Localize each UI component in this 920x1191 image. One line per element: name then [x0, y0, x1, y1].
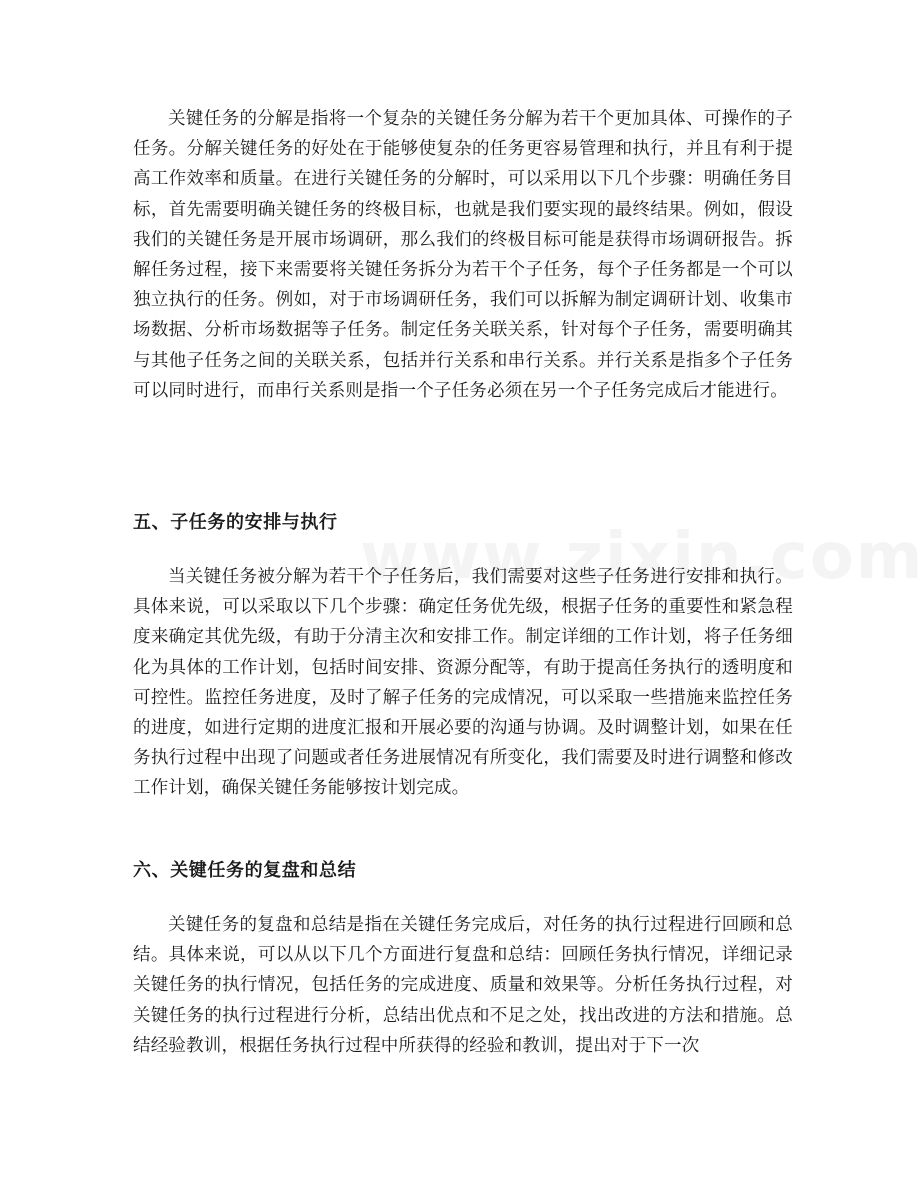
section-heading-5: 五、子任务的安排与执行 — [133, 512, 338, 533]
section-heading-6: 六、关键任务的复盘和总结 — [133, 860, 357, 881]
paragraph-task-decomposition: 关键任务的分解是指将一个复杂的关键任务分解为若干个更加具体、可操作的子任务。分解关键任务的好处在于能够使复杂的任务更容易管理和执行，并且有利于提高工作效率和质量。在进行关键任务的分解时，可以采用以下几个步骤：明确任务目标，首先需要明确关键任务的终极目标，也就是我们要实现的最终结果。例如，假设我们的关键任务是开展市场调研，那么我们的终极目标可能是获得市场调研报告。拆解任务过程，接下来需要将关键任务拆分为若干个子任务，每个子任务都是一个可以独立执行的任务。例如，对于市场调研任务，我们可以拆解为制定调研计划、收集市场数据、分析市场数据等子任务。制定任务关联关系，针对每个子任务，需要明确其与其他子任务之间的关联关系，包括并行关系和串行关系。并行关系是指多个子任务可以同时进行，而串行关系则是指一个子任务必须在另一个子任务完成后才能进行。 — [133, 109, 793, 401]
paragraph-review-summary: 关键任务的复盘和总结是指在关键任务完成后，对任务的执行过程进行回顾和总结。具体来说，可以从以下几个方面进行复盘和总结：回顾任务执行情况，详细记录关键任务的执行情况，包括任务的完成进度、质量和效果等。分析任务执行过程，对关键任务的执行过程进行分析，总结出优点和不足之处，找出改进的方法和措施。总结经验教训，根据任务执行过程中所获得的经验和教训，提出对于下一次 — [133, 915, 793, 1056]
paragraph-subtask-execution: 当关键任务被分解为若干个子任务后，我们需要对这些子任务进行安排和执行。具体来说，可以采取以下几个步骤：确定任务优先级，根据子任务的重要性和紧急程度来确定其优先级，有助于分清主次和安排工作。制定详细的工作计划，将子任务细化为具体的工作计划，包括时间安排、资源分配等，有助于提高任务执行的透明度和可控性。监控任务进度，及时了解子任务的完成情况，可以采取一些措施来监控任务的进度，如进行定期的进度汇报和开展必要的沟通与协调。及时调整计划，如果在任务执行过程中出现了问题或者任务进展情况有所变化，我们需要及时进行调整和修改工作计划，确保关键任务能够按计划完成。 — [133, 567, 793, 799]
